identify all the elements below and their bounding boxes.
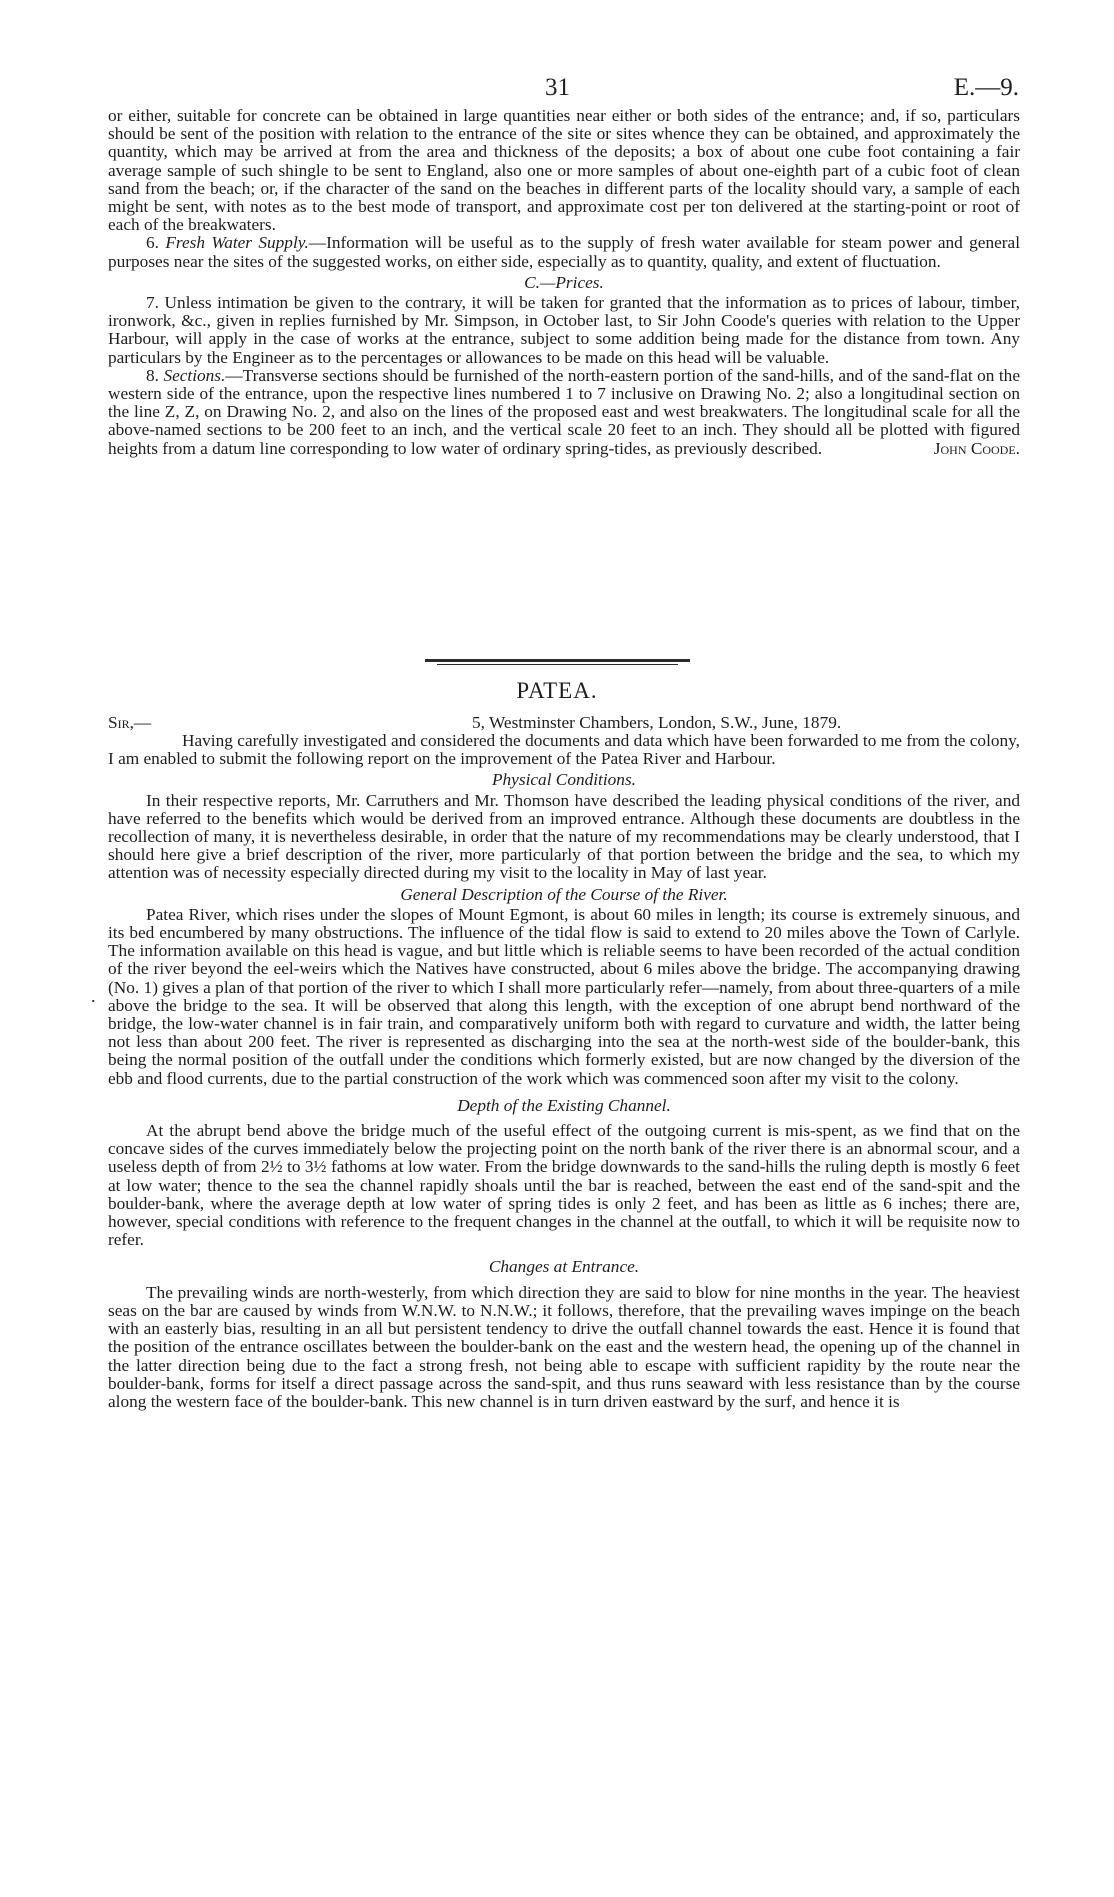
heading-physical-conditions: Physical Conditions. xyxy=(491,770,636,790)
heading-prices: C.—Prices. xyxy=(524,272,604,292)
heading-changes-entrance: Changes at Entrance. xyxy=(488,1257,640,1277)
section-divider-thin xyxy=(437,664,678,665)
paragraph-6-number: 6. xyxy=(146,233,159,253)
section-title-patea: PATEA. xyxy=(516,678,598,703)
salutation: Sir,— xyxy=(108,713,152,732)
paragraph-6-title: Fresh Water Supply. xyxy=(165,233,309,253)
heading-general-description: General Description of the Course of the River. xyxy=(400,884,728,904)
paragraph-8-title: Sections. xyxy=(163,365,226,385)
address-date: 5, Westminster Chambers, London, S.W., June, 1879. xyxy=(472,713,842,732)
paragraph-physical-conditions: In their respective reports, Mr. Carruthers and Mr. Thomson have described the leading physical conditions of the river, and have referred to the benefits which would be derived from an improved entrance. Although these documents are doubtless in the recollection of many, it is nevertheless desirable, in order that the nature of my recommendations may be clearly understood, that I should here give a brief description of the river, more particularly of that portion between the bridge and the sea, to which my attention was of necessity especially directed during my visit to the locality in May of last year. xyxy=(108,790,1020,883)
paragraph-6-body: —Information will be useful as to the supply of fresh water available for steam power and general purposes near the sites of the suggested works, on either side, especially as to quantity, quality, and extent of fluctuation. xyxy=(108,233,1020,271)
paragraph-changes-entrance: The prevailing winds are north-westerly, from which direction they are said to blow for nine months in the year. The heaviest seas on the bar are caused by winds from W.N.W. to N.N.W.; it follows, therefore, that the prevailing waves impinge on the beach with an easterly bias, resulting in an all but persistent tendency to drive the outfall channel towards the east. Hence it is found that the position of the entrance oscillates between the boulder-bank on the east and the western head, the opening up of the channel in the latter direction being due to the fact a strong fresh, not being able to escape with sufficient rapidity by the route near the boulder-bank, forms for itself a direct passage across the sand-spit, and thus runs seaward with less resistance than by the course along the western face of the boulder-bank. This new channel is in turn driven eastward by the surf, and hence it is xyxy=(108,1282,1020,1411)
signature-coode: John Coode. xyxy=(933,438,1020,458)
paragraph-8-body: —Transverse sections should be furnished of the north-eastern portion of the sand-hills, and of the sand-flat on the western side of the entrance, upon the respective lines numbered 1 to 7 inclusive on Drawing No. 2; also a longitudinal section on the line Z, Z, on Drawing No. 2, and also on the lines of the proposed east and west breakwaters. The longitudinal scale for all the above-named sections to be 200 feet to an inch, and the vertical scale 20 feet to an inch. They should all be plotted with figured heights from a datum line corresponding to low water of ordinary spring-tides, as previously described. xyxy=(108,365,1020,458)
paragraph-intro: or either, suitable for concrete can be obtained in large quantities near either or both sides of the entrance; and, if so, particulars should be sent of the position with relation to the entrance of the site or sites whence they can be obtained, and approximately the quantity, which may be arrived at from the area and thickness of the deposits; a box of about one cube foot containing a fair average sample of such shingle to be sent to England, also one or more samples of about one-eighth part of a cubic foot of clean sand from the beach; or, if the character of the sand on the beaches in different parts of the locality should vary, a sample of each might be sent, with notes as to the best mode of transport, and approximate cost per ton delivered at the starting-point or root of each of the breakwaters. xyxy=(108,106,1020,235)
letter-header xyxy=(108,714,1020,732)
top-section xyxy=(108,107,1020,458)
paragraph-depth-channel: At the abrupt bend above the bridge much of the useful effect of the outgoing current is mis-spent, as we find that on the concave sides of the curves immediately below the projecting point on the north bank of the river there is an abnormal scour, and a useless depth of from 2½ to 3½ fathoms at low water. From the bridge downwards to the sand-hills the ruling depth is mostly 6 feet at low water; thence to the sea the channel rapidly shoals until the bar is reached, between the east end of the sand-spit and the boulder-bank, where the average depth at low water of spring tides is only 2 feet, and has been as little as 6 inches; there are, however, special conditions with reference to the frequent changes in the channel at the outfall, to which it will be requisite now to refer. xyxy=(108,1121,1020,1250)
paragraph-general-description: Patea River, which rises under the slopes of Mount Egmont, is about 60 miles in length; its course is extremely sinuous, and its bed encumbered by many obstructions. The influence of the tidal flow is said to extend to 20 miles above the Town of Carlyle. The information available on this head is vague, and but little which is reliable seems to have been recorded of the actual condition of the river beyond the eel-weirs which the Natives have constructed, about 6 miles above the bridge. The accompanying drawing (No. 1) gives a plan of that portion of the river to which I shall more particularly refer—namely, from about three-quarters of a mile above the bridge to the sea. It will be observed that along this length, with the exception of one abrupt bend northward of the bridge, the low-water channel is in fair train, and comparatively uniform both with regard to curvature and width, the latter being not less than about 200 feet. The river is represented as discharging into the sea at the north-west side of the boulder-bank, this being the normal position of the outfall under the conditions which formerly existed, but are now changed by the diversion of the ebb and flood currents, due to the partial construction of the work which was commenced soon after my visit to the colony. xyxy=(108,904,1020,1088)
page-number: 31 xyxy=(545,74,570,101)
paragraph-7: 7. Unless intimation be given to the contrary, it will be taken for granted that the information as to prices of labour, timber, ironwork, &c., given in replies furnished by Mr. Simpson, in October last, to Sir John Coode's queries with relation to the Upper Harbour, will apply in the case of works at the entrance, subject to some addition being made for the distance from town. Any particulars by the Engineer as to the percentages or allowances to be made on this head will be valuable. xyxy=(108,293,1020,367)
paragraph-opening: Having carefully investigated and considered the documents and data which have been forwarded to me from the colony, I am enabled to submit the following report on the improvement of the Patea River and Harbour. xyxy=(108,731,1020,769)
margin-mark: . xyxy=(91,986,96,1006)
document-code: E.—9. xyxy=(953,74,1019,101)
paragraph-8-number: 8. xyxy=(146,365,159,385)
paragraph-6 xyxy=(108,234,1020,270)
section-divider xyxy=(425,659,690,662)
heading-depth-channel: Depth of the Existing Channel. xyxy=(457,1095,671,1115)
patea-report-body xyxy=(108,732,1020,1411)
